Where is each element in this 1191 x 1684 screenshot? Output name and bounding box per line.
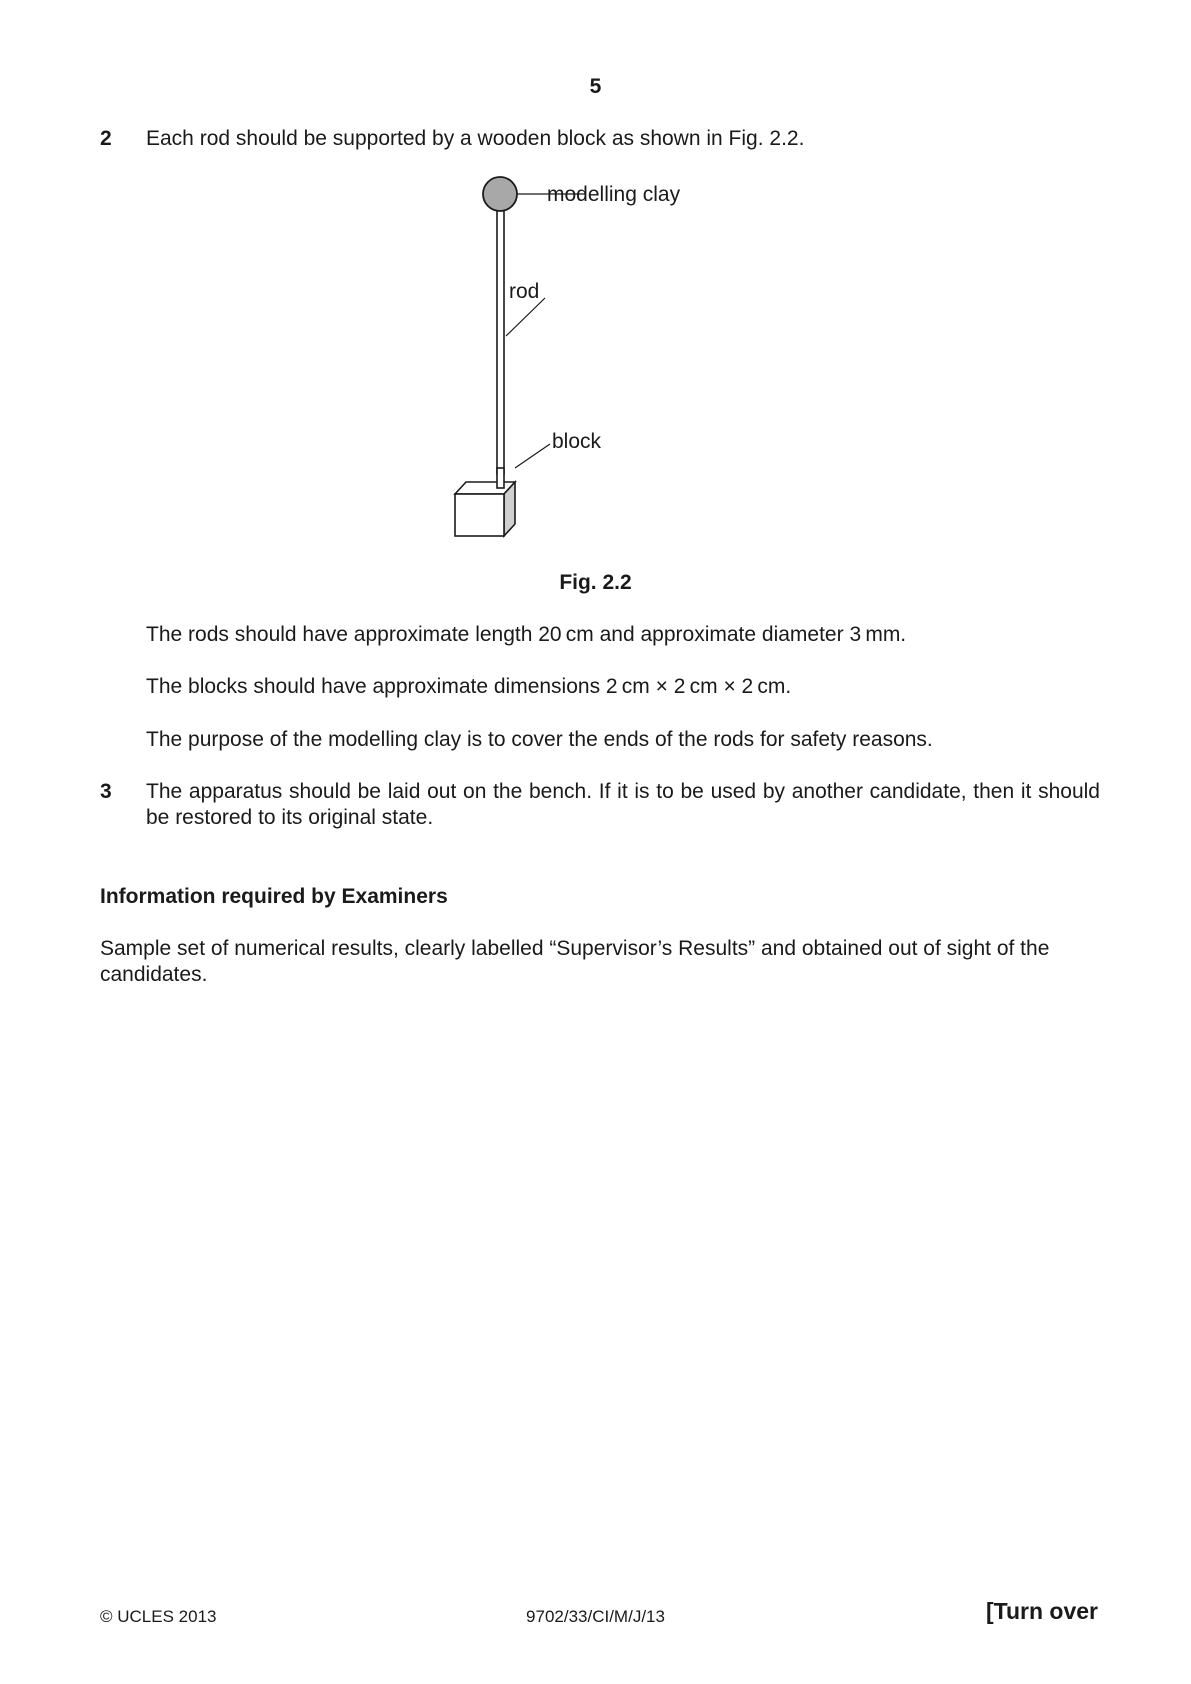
rod-on-block-diagram	[440, 168, 770, 548]
question-2-text: Each rod should be supported by a wooden block as shown in Fig. 2.2.	[146, 127, 805, 150]
turn-over-note: [Turn over	[985, 1598, 1098, 1624]
copyright-notice: © UCLES 2013	[100, 1607, 217, 1626]
rod-label: rod	[509, 280, 540, 303]
figure-caption: Fig. 2.2	[559, 571, 632, 594]
examiners-heading: Information required by Examiners	[100, 885, 448, 908]
question-3-number: 3	[100, 780, 112, 803]
modelling-clay-label: modelling clay	[547, 183, 681, 206]
rod-base	[497, 468, 504, 488]
block-dimensions-note: The blocks should have approximate dimensions 2 cm × 2 cm × 2 cm.	[146, 675, 792, 698]
block-label: block	[552, 430, 602, 453]
rod-shape	[497, 196, 504, 474]
clay-purpose-note: The purpose of the modelling clay is to cover the ends of the rods for safety reasons.	[146, 728, 933, 751]
rod-dimensions-note: The rods should have approximate length 20 cm and approximate diameter 3 mm.	[146, 623, 907, 646]
block-front-face	[455, 494, 504, 536]
page-number: 5	[589, 75, 602, 98]
question-3-text: The apparatus should be laid out on the bench. If it is to be used by another candidate, then it should be restored to its original state.	[146, 780, 1100, 829]
question-2-number: 2	[100, 127, 112, 150]
block-leader-line	[515, 444, 550, 468]
paper-code: 9702/33/CI/M/J/13	[526, 1607, 665, 1626]
modelling-clay-ball	[483, 177, 517, 211]
examiners-text: Sample set of numerical results, clearly labelled “Supervisor’s Results” and obtained out of sight of the candidates.	[100, 937, 1050, 986]
rod-leader-line	[506, 298, 545, 336]
fig-2-2-diagram	[440, 168, 770, 548]
